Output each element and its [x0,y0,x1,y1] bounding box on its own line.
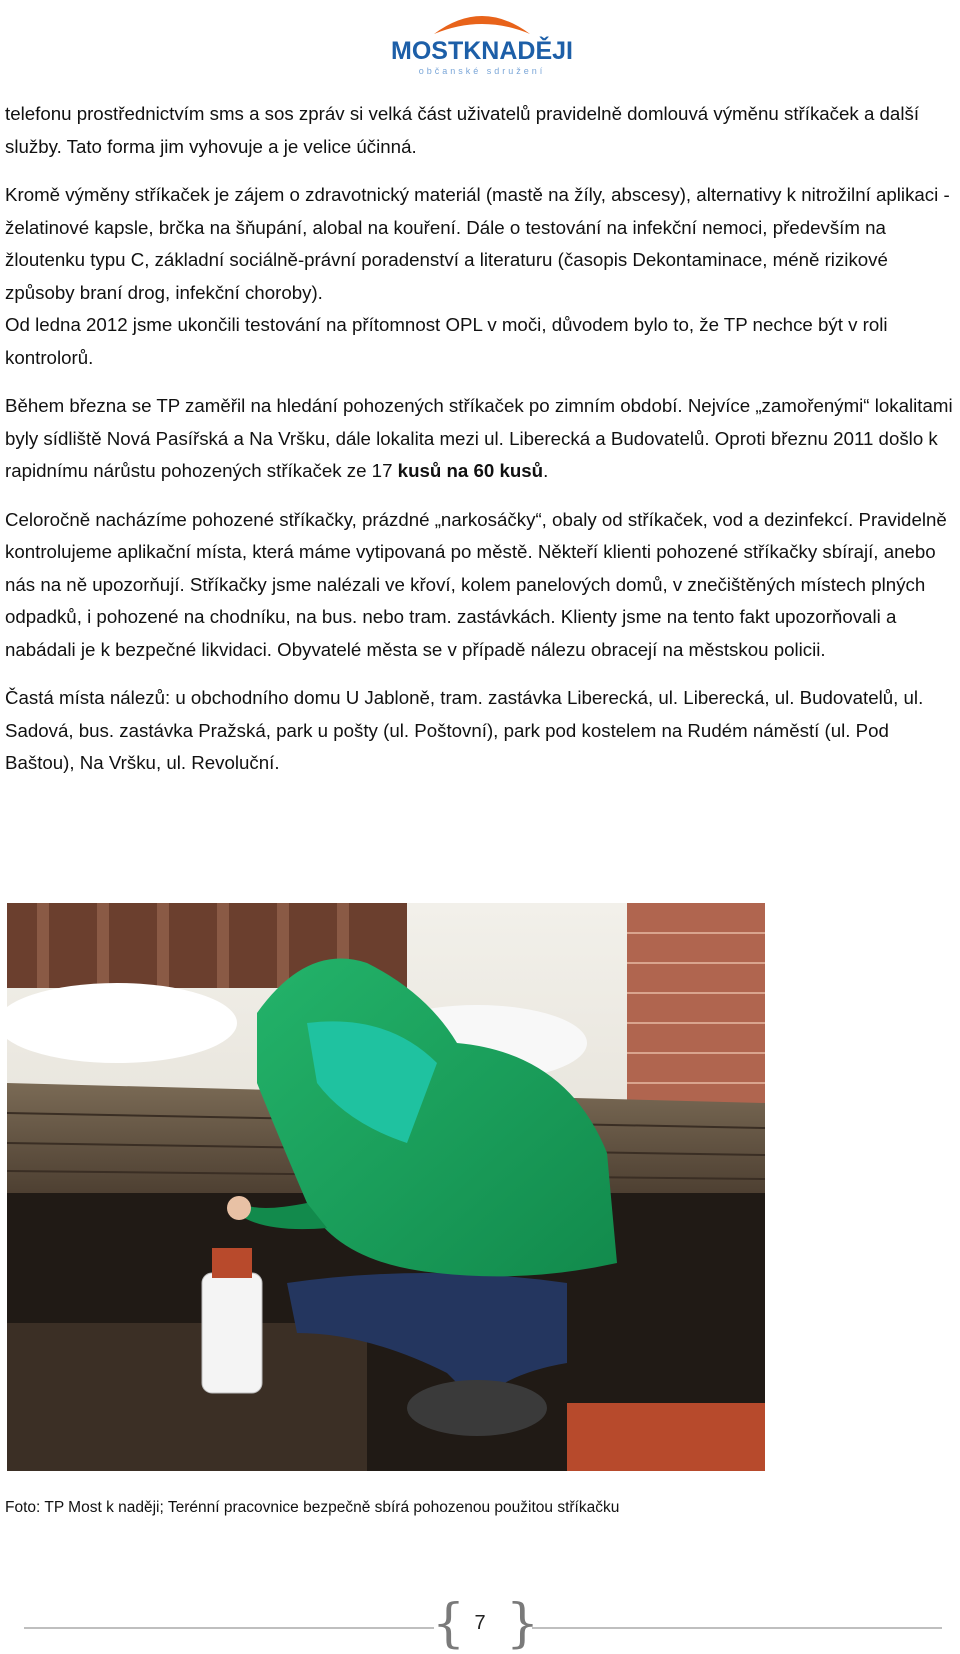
march-search-text: Během března se TP zaměřil na hledání pohozených stříkaček po zimním období. Nejvíce „zamořenými“ lokalitami byly sídliště Nová Pasířská a Na Vršku, dále lokalita mezi ul. Liberecká a Budovatelů. Oproti březnu 2011 došlo k rapidnímu nárůstu pohozených stříkaček ze 17 [5,395,953,481]
logo-arc [434,16,530,34]
footer-rule-left [24,1627,434,1629]
photo-illustration [7,903,765,1471]
paragraph-sms-services: telefonu prostřednictvím sms a sos zpráv si velká část uživatelů pravidelně domlouvá výměnu stříkaček a další služby. Tato forma jim vyhovuje a je velice účinná. [5,103,920,157]
right-brace-decoration: } [506,1594,540,1654]
organization-logo [372,4,592,76]
march-search-end: . [543,460,549,481]
paragraph-material-interest: Kromě výměny stříkaček je zájem o zdravotnický materiál (mastě na žíly, abscesy), alternativy k nitrožilní aplikaci - želatinové kapsle, brčka na šňupání, alobal na kouření. Dále o testování na infekční nemoci, především na žloutenku typu C, základní sociálně-právní poradenství a literaturu (časopis Dekontaminace, méně rizikové způsoby braní drog, infekční choroby). [5,184,950,303]
paragraph-yearround-findings: Celoročně nacházíme pohozené stříkačky, prázdné „narkosáčky“, obaly od stříkaček, vod a dezinfekcí. Pravidelně kontrolujeme aplikační místa, která máme vytipovaná po městě. Někteří klienti pohozené stříkačky sbírají, anebo nás na ně upozorňují. Stříkačky jsme nalézali ve křoví, kolem panelových domů, v znečištěných místech plných odpadků, i pohozené na chodníku, na bus. nebo tram. zastávkách. Klienty jsme na tento fakt upozorňovali a nabádali je k bezpečné likvidaci. Obyvatelé města se v případě nálezu obracejí na městskou policii. [5,508,947,660]
logo-subtitle: občanské sdružení [418,66,546,76]
logo-graphic [372,4,592,76]
paragraph-march-search [5,390,955,488]
left-brace-decoration: { [432,1594,466,1654]
document-body [5,98,955,780]
photo-caption: Foto: TP Most k naději; Terénní pracovnice bezpečně sbírá pohozenou použitou stříkačku [5,1499,620,1516]
paragraph-opl-testing: Od ledna 2012 jsme ukončili testování na přítomnost OPL v moči, důvodem bylo to, že TP nechce být v roli kontrolorů. [5,314,888,368]
logo-name: MOSTKNADĚJI [391,37,573,65]
page-number: 7 [474,1612,486,1634]
paragraph-common-locations: Častá místa nálezů: u obchodního domu U Jabloně, tram. zastávka Liberecká, ul. Liberecká, ul. Budovatelů, ul. Sadová, bus. zastávka Pražská, park u pošty (ul. Poštovní), park pod kostelem na Rudém náměstí (ul. Pod Baštou), Na Vršku, ul. Revoluční. [5,687,924,773]
footer-rule-right [532,1627,942,1629]
field-work-photo [7,903,765,1471]
march-search-bold: kusů na 60 kusů [397,460,544,481]
